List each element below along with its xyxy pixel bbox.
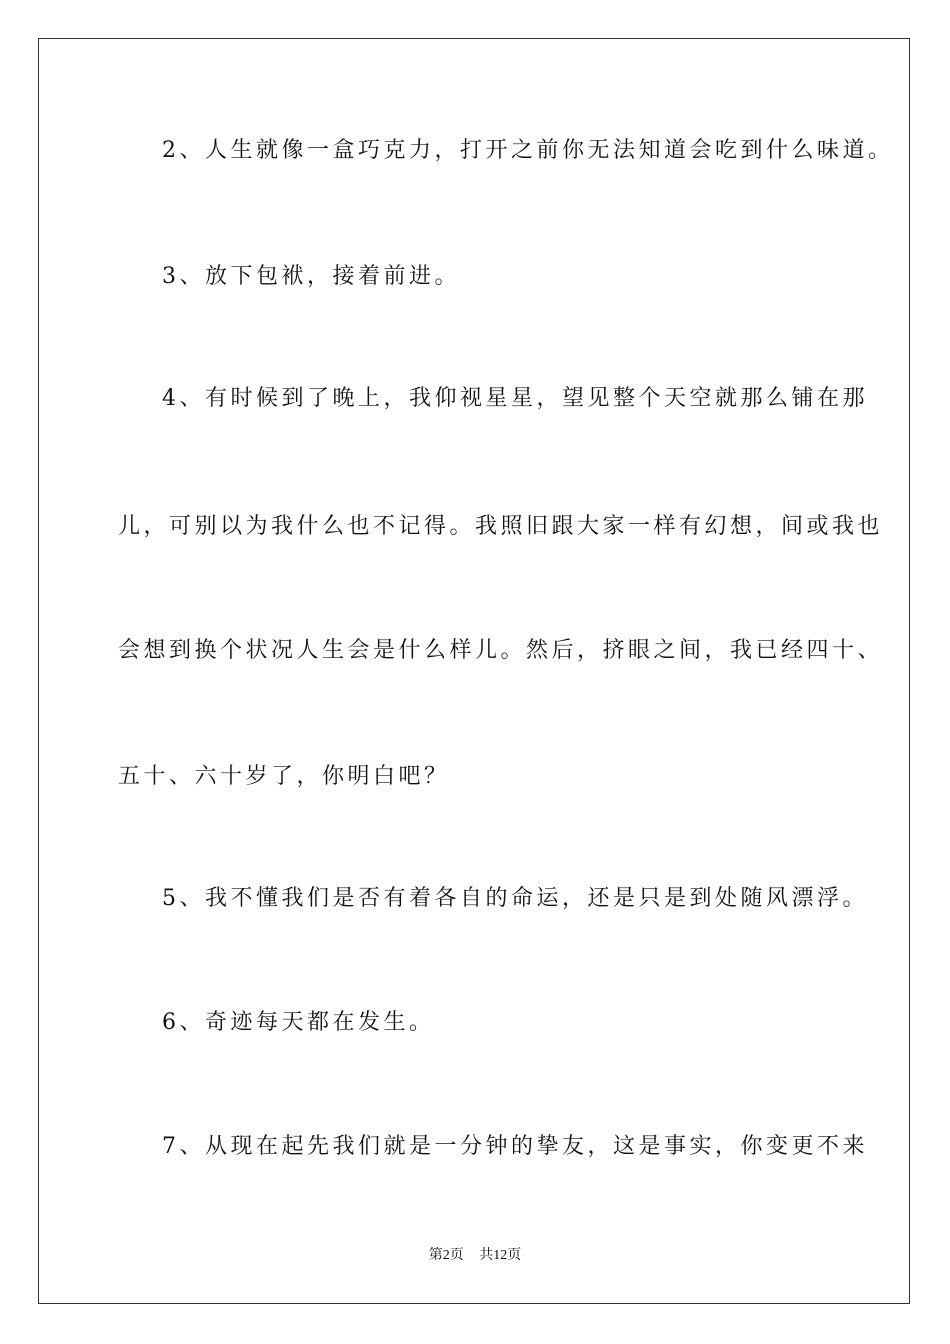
paragraph-line-2: 3、放下包袱，接着前进。 xyxy=(162,264,460,289)
paragraph-line-4: 儿，可别以为我什么也不记得。我照旧跟大家一样有幻想，间或我也 xyxy=(118,514,884,539)
paragraph-line-9: 7、从现在起先我们就是一分钟的挚友，这是事实，你变更不来 xyxy=(162,1134,868,1159)
page-border xyxy=(38,38,910,1304)
paragraph-line-6: 五十、六十岁了，你明白吧？ xyxy=(118,764,450,789)
paragraph-line-8: 6、奇迹每天都在发生。 xyxy=(162,1010,435,1035)
page-number: 第2页 xyxy=(428,1248,464,1263)
page-footer xyxy=(0,1246,950,1266)
page-total: 共12页 xyxy=(479,1248,522,1263)
paragraph-line-1: 2、人生就像一盒巧克力，打开之前你无法知道会吃到什么味道。 xyxy=(162,138,894,163)
paragraph-line-7: 5、我不懂我们是否有着各自的命运，还是只是到处随风漂浮。 xyxy=(162,886,868,911)
paragraph-line-5: 会想到换个状况人生会是什么样儿。然后，挤眼之间，我已经四十、 xyxy=(118,638,884,663)
paragraph-line-3: 4、有时候到了晚上，我仰视星星，望见整个天空就那么铺在那 xyxy=(162,386,868,411)
